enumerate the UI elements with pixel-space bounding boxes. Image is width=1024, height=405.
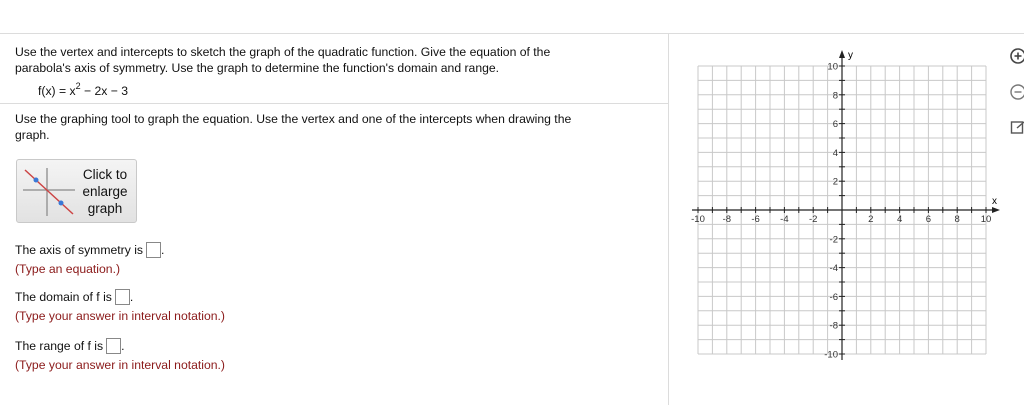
x-tick-label: -6 (751, 214, 760, 225)
question-divider (0, 103, 668, 104)
x-tick-label: 6 (925, 214, 932, 225)
y-axis-arrow (839, 50, 845, 58)
x-axis-label: x (992, 196, 997, 207)
graph-thumbnail-icon (23, 168, 75, 216)
y-tick-label: 4 (832, 147, 838, 159)
vertical-divider (668, 34, 669, 405)
y-axis-label: y (848, 50, 853, 61)
domain-row: The domain of f is . (15, 290, 134, 304)
x-tick-label: -4 (780, 214, 789, 225)
y-tick-label: -6 (829, 291, 838, 303)
function-equation: $f(x) = x^2 - 2x - 3$ (38, 81, 129, 98)
range-row: The range of f is . (15, 339, 125, 353)
graph-axes (692, 50, 1000, 360)
top-divider (0, 33, 1024, 34)
tool-instruction-line-2: graph. (15, 128, 50, 142)
domain-answer-box[interactable] (115, 289, 130, 305)
domain-hint: (Type your answer in interval notation.) (15, 309, 225, 323)
y-tick-label: 2 (832, 176, 838, 188)
x-tick-label: 4 (896, 214, 903, 225)
y-tick-label: 8 (832, 90, 838, 102)
y-tick-label: -4 (829, 263, 838, 275)
enlarge-button-label: Click to enlarge graph (82, 167, 128, 216)
x-tick-label: -8 (722, 214, 732, 225)
x-tick-label: 2 (868, 214, 874, 225)
graphing-area[interactable] (684, 44, 1002, 364)
zoom-in-icon[interactable] (1010, 48, 1024, 64)
instruction-line-1: Use the vertex and intercepts to sketch the graph of the quadratic function. Give the equation of the (15, 45, 551, 59)
range-hint: (Type your answer in interval notation.) (15, 358, 225, 372)
axis-hint: (Type an equation.) (15, 262, 121, 276)
tool-instruction-line-1: Use the graphing tool to graph the equation. Use the vertex and one of the intercepts when drawing the (15, 112, 572, 126)
axis-of-symmetry-row: The axis of symmetry is . (15, 243, 165, 257)
x-tick-label: -2 (808, 214, 818, 225)
graph-tick-labels (691, 62, 991, 361)
zoom-out-icon[interactable] (1010, 84, 1024, 100)
y-tick-label: -10 (824, 349, 838, 361)
y-tick-label: -8 (829, 320, 838, 332)
range-answer-box[interactable] (106, 338, 121, 354)
y-tick-label: 10 (827, 61, 838, 73)
enlarge-graph-button[interactable] (16, 159, 137, 223)
axis-answer-box[interactable] (146, 242, 161, 258)
popout-icon[interactable] (1010, 120, 1024, 136)
x-tick-label: 8 (954, 214, 960, 225)
x-tick-label: -10 (691, 214, 705, 225)
x-axis-arrow (992, 207, 1000, 213)
y-tick-label: 6 (832, 119, 838, 131)
instruction-line-2: parabola's axis of symmetry. Use the graph to determine the function's domain and range. (15, 61, 500, 75)
x-tick-label: 10 (980, 214, 992, 225)
y-tick-label: -2 (829, 234, 838, 246)
